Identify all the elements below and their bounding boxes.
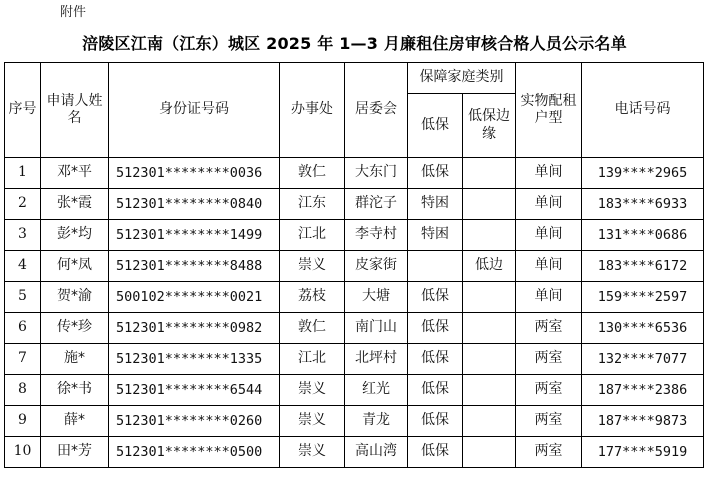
table-row	[5, 344, 704, 375]
header-office: 办事处	[280, 63, 345, 158]
cell-seq: 8	[5, 375, 41, 406]
cell-id-number: 512301********0982	[109, 313, 280, 344]
attachment-label: 附件	[60, 5, 87, 20]
cell-phone: 183****6933	[582, 189, 704, 220]
cell-phone: 177****5919	[582, 437, 704, 468]
cell-committee: 红光	[345, 375, 408, 406]
cell-dibao: 低保	[408, 282, 463, 313]
table-row	[5, 375, 704, 406]
cell-applicant-name: 传*珍	[41, 313, 109, 344]
cell-phone: 187****9873	[582, 406, 704, 437]
cell-dibao-edge	[463, 313, 516, 344]
cell-office: 崇义	[280, 375, 345, 406]
header-seq: 序号	[5, 63, 41, 158]
table-row	[5, 282, 704, 313]
cell-seq: 1	[5, 158, 41, 189]
table-row	[5, 251, 704, 282]
header-committee: 居委会	[345, 63, 408, 158]
table-row	[5, 406, 704, 437]
cell-room-type: 单间	[516, 158, 582, 189]
cell-dibao	[408, 251, 463, 282]
cell-dibao: 低保	[408, 344, 463, 375]
cell-phone: 159****2597	[582, 282, 704, 313]
cell-dibao-edge	[463, 189, 516, 220]
cell-office: 荔枝	[280, 282, 345, 313]
cell-dibao: 特困	[408, 189, 463, 220]
cell-committee: 大东门	[345, 158, 408, 189]
cell-applicant-name: 何*凤	[41, 251, 109, 282]
header-dibao-edge: 低保边缘	[463, 94, 516, 158]
page-title: 涪陵区江南（江东）城区 2025 年 1—3 月廉租住房审核合格人员公示名单	[82, 34, 627, 53]
cell-office: 崇义	[280, 437, 345, 468]
cell-seq: 5	[5, 282, 41, 313]
cell-seq: 2	[5, 189, 41, 220]
cell-id-number: 512301********6544	[109, 375, 280, 406]
cell-dibao-edge	[463, 437, 516, 468]
cell-room-type: 单间	[516, 282, 582, 313]
cell-dibao-edge	[463, 344, 516, 375]
header-room-type: 实物配租户型	[516, 63, 582, 158]
cell-applicant-name: 田*芳	[41, 437, 109, 468]
cell-office: 崇义	[280, 251, 345, 282]
cell-office: 崇义	[280, 406, 345, 437]
cell-room-type: 两室	[516, 406, 582, 437]
cell-seq: 9	[5, 406, 41, 437]
cell-committee: 李寺村	[345, 220, 408, 251]
cell-id-number: 512301********0840	[109, 189, 280, 220]
cell-dibao-edge	[463, 282, 516, 313]
cell-dibao-edge: 低边	[463, 251, 516, 282]
table-row	[5, 220, 704, 251]
cell-dibao: 低保	[408, 313, 463, 344]
cell-dibao: 低保	[408, 375, 463, 406]
cell-applicant-name: 张*霞	[41, 189, 109, 220]
cell-applicant-name: 贺*渝	[41, 282, 109, 313]
cell-room-type: 单间	[516, 220, 582, 251]
cell-dibao-edge	[463, 158, 516, 189]
cell-committee: 群沱子	[345, 189, 408, 220]
cell-seq: 4	[5, 251, 41, 282]
cell-applicant-name: 薛*	[41, 406, 109, 437]
cell-applicant-name: 邓*平	[41, 158, 109, 189]
cell-id-number: 512301********0500	[109, 437, 280, 468]
header-dibao: 低保	[408, 94, 463, 158]
cell-id-number: 512301********0036	[109, 158, 280, 189]
cell-committee: 大塘	[345, 282, 408, 313]
cell-office: 敦仁	[280, 313, 345, 344]
cell-applicant-name: 施*	[41, 344, 109, 375]
cell-id-number: 500102********0021	[109, 282, 280, 313]
table-row	[5, 437, 704, 468]
cell-room-type: 两室	[516, 313, 582, 344]
cell-applicant-name: 彭*均	[41, 220, 109, 251]
cell-dibao: 低保	[408, 406, 463, 437]
cell-room-type: 两室	[516, 344, 582, 375]
cell-id-number: 512301********1335	[109, 344, 280, 375]
applicant-table	[4, 62, 704, 468]
cell-phone: 183****6172	[582, 251, 704, 282]
cell-phone: 130****6536	[582, 313, 704, 344]
cell-office: 江北	[280, 344, 345, 375]
cell-dibao-edge	[463, 406, 516, 437]
cell-dibao-edge	[463, 375, 516, 406]
cell-room-type: 单间	[516, 251, 582, 282]
table-row	[5, 189, 704, 220]
cell-seq: 10	[5, 437, 41, 468]
cell-phone: 187****2386	[582, 375, 704, 406]
cell-room-type: 两室	[516, 437, 582, 468]
cell-committee: 南门山	[345, 313, 408, 344]
cell-office: 江东	[280, 189, 345, 220]
cell-phone: 131****0686	[582, 220, 704, 251]
cell-seq: 3	[5, 220, 41, 251]
header-id: 身份证号码	[109, 63, 280, 158]
cell-dibao: 低保	[408, 437, 463, 468]
table-row	[5, 158, 704, 189]
cell-seq: 7	[5, 344, 41, 375]
header-phone: 电话号码	[582, 63, 704, 158]
cell-office: 敦仁	[280, 158, 345, 189]
cell-phone: 132****7077	[582, 344, 704, 375]
cell-committee: 青龙	[345, 406, 408, 437]
cell-id-number: 512301********1499	[109, 220, 280, 251]
header-category: 保障家庭类别	[408, 63, 516, 94]
cell-office: 江北	[280, 220, 345, 251]
cell-id-number: 512301********8488	[109, 251, 280, 282]
cell-room-type: 单间	[516, 189, 582, 220]
cell-dibao-edge	[463, 220, 516, 251]
cell-room-type: 两室	[516, 375, 582, 406]
cell-seq: 6	[5, 313, 41, 344]
header-applicant: 申请人姓名	[41, 63, 109, 158]
table-row	[5, 313, 704, 344]
cell-dibao: 低保	[408, 158, 463, 189]
cell-phone: 139****2965	[582, 158, 704, 189]
cell-committee: 皮家街	[345, 251, 408, 282]
cell-applicant-name: 徐*书	[41, 375, 109, 406]
cell-committee: 高山湾	[345, 437, 408, 468]
cell-committee: 北坪村	[345, 344, 408, 375]
cell-dibao: 特困	[408, 220, 463, 251]
cell-id-number: 512301********0260	[109, 406, 280, 437]
